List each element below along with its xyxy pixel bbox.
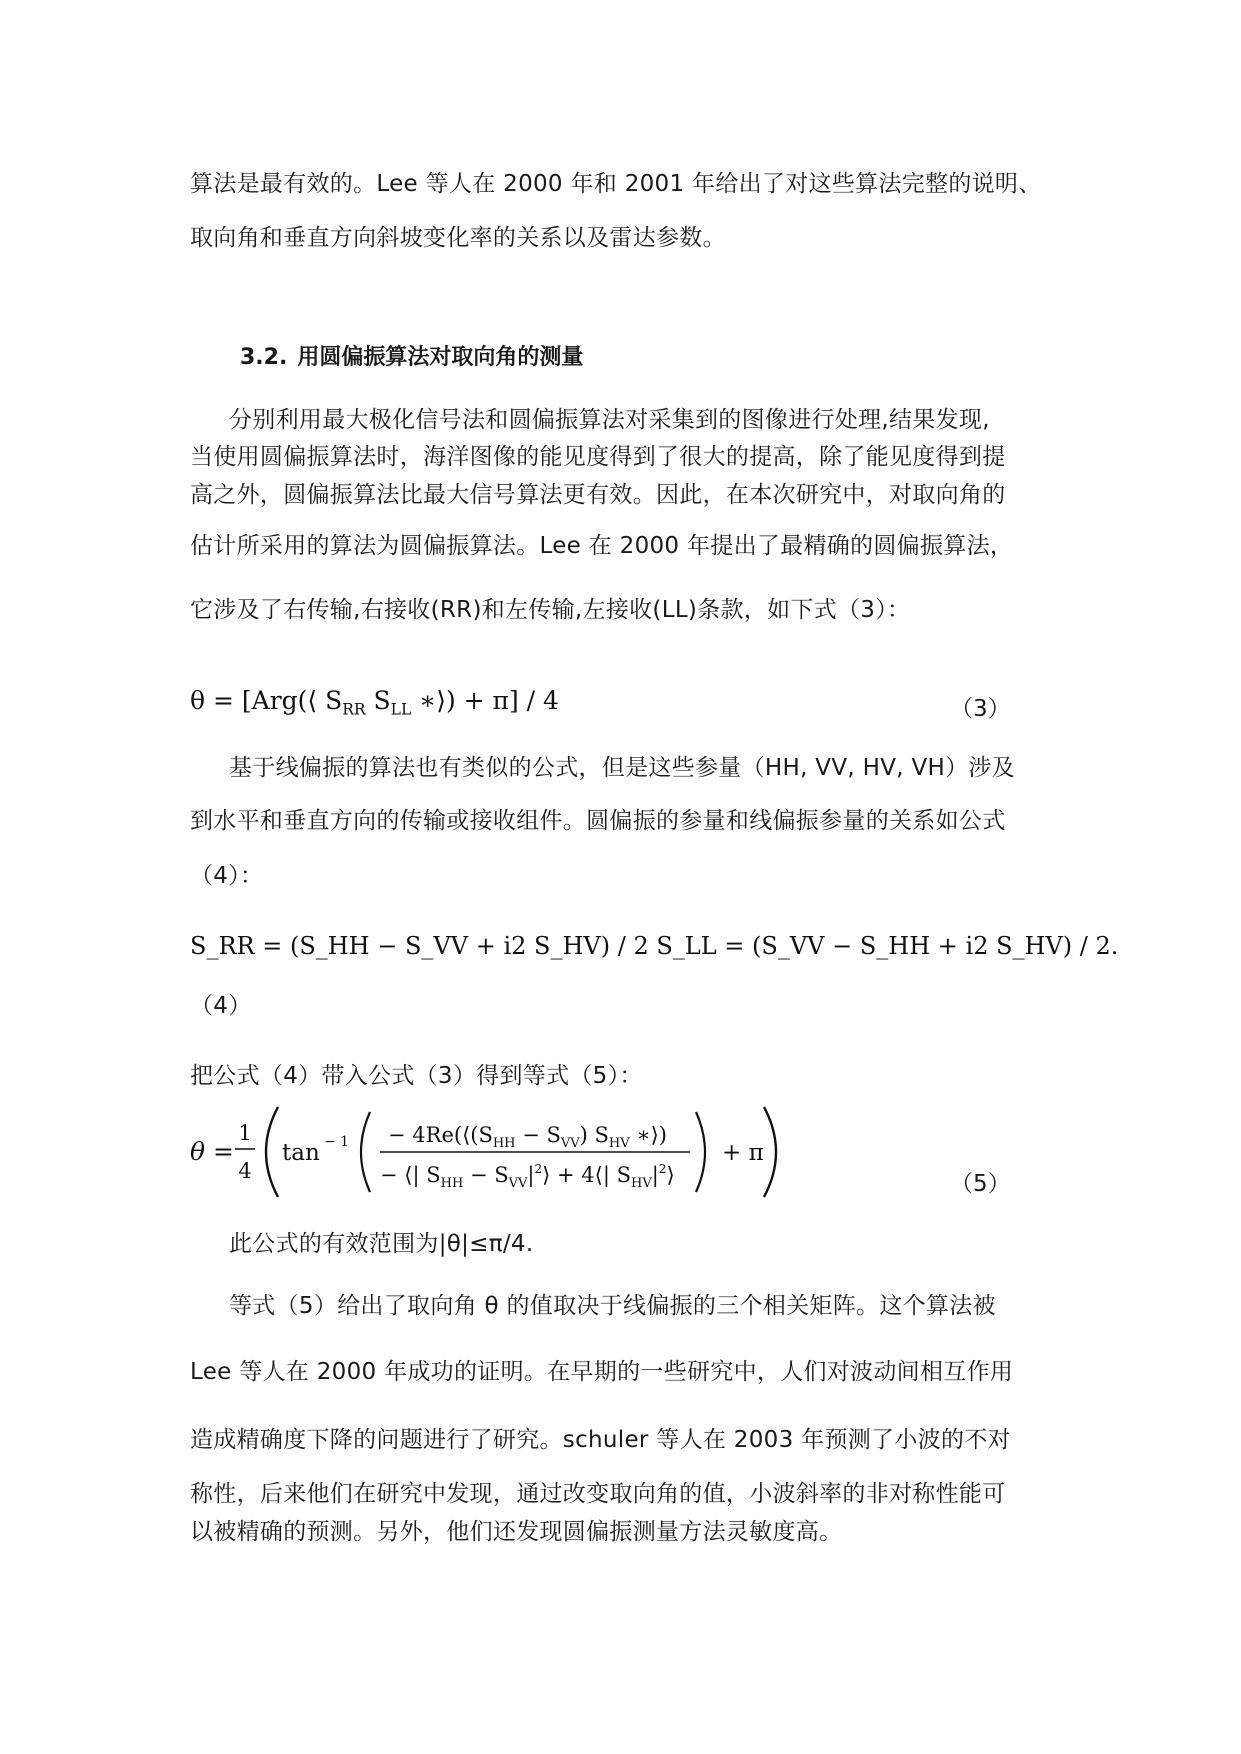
paragraph-2-line-1: 分别利用最大极化信号法和圆偏振算法对采集到的图像进行处理,结果发现, — [229, 407, 990, 433]
eq5-frac-den: 4 — [238, 1159, 252, 1183]
paragraph-1-line-1: 算法是最有效的。Lee 等人在 2000 年和 2001 年给出了对这些算法完整的说明、 — [190, 171, 1042, 197]
paragraph-6-line-5: 以被精确的预测。另外，他们还发现圆偏振测量方法灵敏度高。 — [190, 1519, 843, 1545]
equation-3: θ = [Arg(⟨ $S_{RR}$ $S_{LL}$ ∗⟩) + π] / 4 — [190, 686, 559, 719]
eq5-tan-sup: − 1 — [324, 1134, 350, 1150]
paragraph-1-line-2: 取向角和垂直方向斜坡变化率的关系以及雷达参数。 — [190, 225, 726, 251]
section-heading — [240, 340, 583, 371]
paragraph-6-line-1: 等式（5）给出了取向角 θ 的值取决于线偏振的三个相关矩阵。这个算法被 — [229, 1293, 996, 1319]
paragraph-2-line-5: 它涉及了右传输,右接收(RR)和左传输,左接收(LL)条款，如下式（3）： — [190, 597, 911, 623]
paragraph-3-line-1: 基于线偏振的算法也有类似的公式，但是这些参量（HH, VV, HV, VH）涉及 — [229, 755, 1015, 781]
equation-4-number: （4） — [190, 993, 252, 1019]
equation-5-number: （5） — [950, 1171, 1011, 1197]
paragraph-2-line-4: 估计所采用的算法为圆偏振算法。Lee 在 2000 年提出了最精确的圆偏振算法， — [190, 533, 1014, 559]
eq5-plus-pi: + π — [722, 1140, 764, 1166]
section-title: 用圆偏振算法对取向角的测量 — [297, 345, 584, 370]
paragraph-2-line-3: 高之外，圆偏振算法比最大信号算法更有效。因此，在本次研究中，对取向角的 — [190, 482, 1006, 508]
eq5-denominator: − ⟨| $S_{HH}$ − $S_{VV}|^2⟩$ + 4⟨| $S_{HV}|^2⟩$ — [380, 1162, 675, 1191]
paragraph-6-line-3: 造成精确度下降的问题进行了研究。schuler 等人在 2003 年预测了小波的不对 — [190, 1427, 1011, 1453]
paragraph-3-line-2: 到水平和垂直方向的传输或接收组件。圆偏振的参量和线偏振参量的关系如公式 — [190, 808, 1006, 834]
paragraph-4-line-1: 把公式（4）带入公式（3）得到等式（5）： — [190, 1063, 643, 1089]
eq5-numerator: − $4Re(⟨(S_{HH} - S_{VV})$ $S_{HV}$ ∗⟩) — [388, 1123, 667, 1151]
paragraph-6-line-4: 称性，后来他们在研究中发现，通过改变取向角的值，小波斜率的非对称性能可 — [190, 1481, 1006, 1507]
equation-5 — [190, 1102, 850, 1202]
paragraph-5-line-1: 此公式的有效范围为|θ|≤π/4. — [229, 1231, 534, 1257]
eq5-theta: θ = — [190, 1137, 234, 1166]
paragraph-2-line-2: 当使用圆偏振算法时，海洋图像的能见度得到了很大的提高，除了能见度得到提 — [190, 444, 1006, 470]
paragraph-3-line-3: （4）： — [190, 863, 264, 889]
paragraph-6-line-2: Lee 等人在 2000 年成功的证明。在早期的一些研究中，人们对波动间相互作用 — [190, 1359, 1014, 1385]
equation-4: S_RR = (S_HH − S_VV + i2 S_HV) / 2 S_LL = (S_VV − S_HH + i2 S_HV) / 2. — [190, 932, 1119, 960]
section-number: 3.2. — [240, 345, 288, 370]
equation-3-number: （3） — [950, 696, 1011, 722]
equation-5-graphic — [190, 1102, 850, 1202]
eq5-frac-num: 1 — [238, 1121, 252, 1145]
eq5-tan: tan — [282, 1140, 320, 1166]
